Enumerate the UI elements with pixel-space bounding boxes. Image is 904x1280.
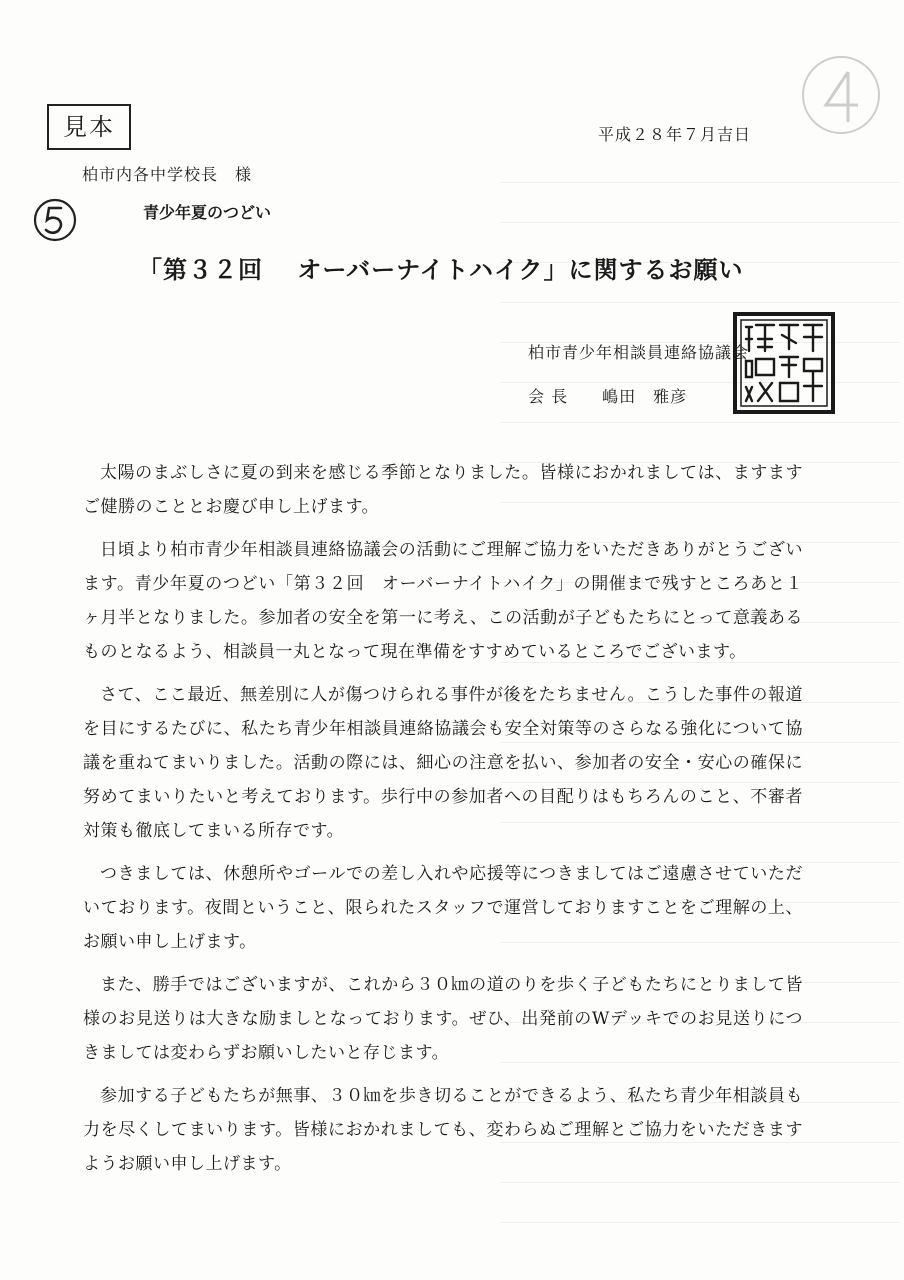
handwritten-number-5 [30, 196, 80, 246]
sender-organization: 柏市青少年相談員連絡協議会 [528, 343, 750, 362]
letter-title: 「第３２回 オーバーナイトハイク」に関するお願い [138, 256, 744, 284]
letter-body [83, 456, 803, 1190]
paragraph-3: さて、ここ最近、無差別に人が傷つけられる事件が後をたちません。こうした事件の報道を目にするたびに、私たち青少年相談員連絡協議会も安全対策等のさらなる強化について協議を重ねてまいりました。活動の際には、細心の注意を払い、参加者の安全・安心の確保に努めてまいりたいと考えております。歩行中の参加者への目配りはもちろんのこと、不審者対策も徹底してまいる所存です。 [83, 685, 803, 841]
paragraph-4: つきましては、休憩所やゴールでの差し入れや応援等につきましてはご遠慮させていただいております。夜間ということ、限られたスタッフで運営しておりますことをご理解の上、お願い申し上げます。 [83, 864, 803, 952]
addressee: 柏市内各中学校長 様 [82, 165, 253, 184]
letter-date: 平成２８年７月吉日 [598, 125, 752, 144]
faint-circle-stamp [796, 50, 886, 140]
official-seal-stamp [732, 311, 836, 415]
event-subtitle: 青少年夏のつどい [143, 203, 272, 222]
sample-label-box: 見本 [47, 104, 131, 150]
paragraph-6: 参加する子どもたちが無事、３０㎞を歩き切ることができるよう、私たち青少年相談員も力を尽くしてまいります。皆様におかれましても、変わらぬご理解とご協力をいただきますようお願い申し上げます。 [83, 1086, 803, 1174]
paragraph-2: 日頃より柏市青少年相談員連絡協議会の活動にご理解ご協力をいただきありがとうございます。青少年夏のつどい「第３２回 オーバーナイトハイク」の開催まで残すところあと１ヶ月半となりました。参加者の安全を第一に考え、この活動が子どもたちにとって意義あるものとなるよう、相談員一丸となって現在準備をすすめているところでございます。 [83, 540, 803, 662]
paragraph-1: 太陽のまぶしさに夏の到来を感じる季節となりました。皆様におかれましては、ますますご健勝のこととお慶び申し上げます。 [83, 463, 803, 517]
paragraph-5: また、勝手ではございますが、これから３０㎞の道のりを歩く子どもたちにとりまして皆様のお見送りは大きな励ましとなっております。ぜひ、出発前のWデッキでのお見送りにつきましては変わらずお願いしたいと存じます。 [83, 975, 803, 1063]
sender-president: 会 長 嶋田 雅彦 [528, 387, 688, 406]
